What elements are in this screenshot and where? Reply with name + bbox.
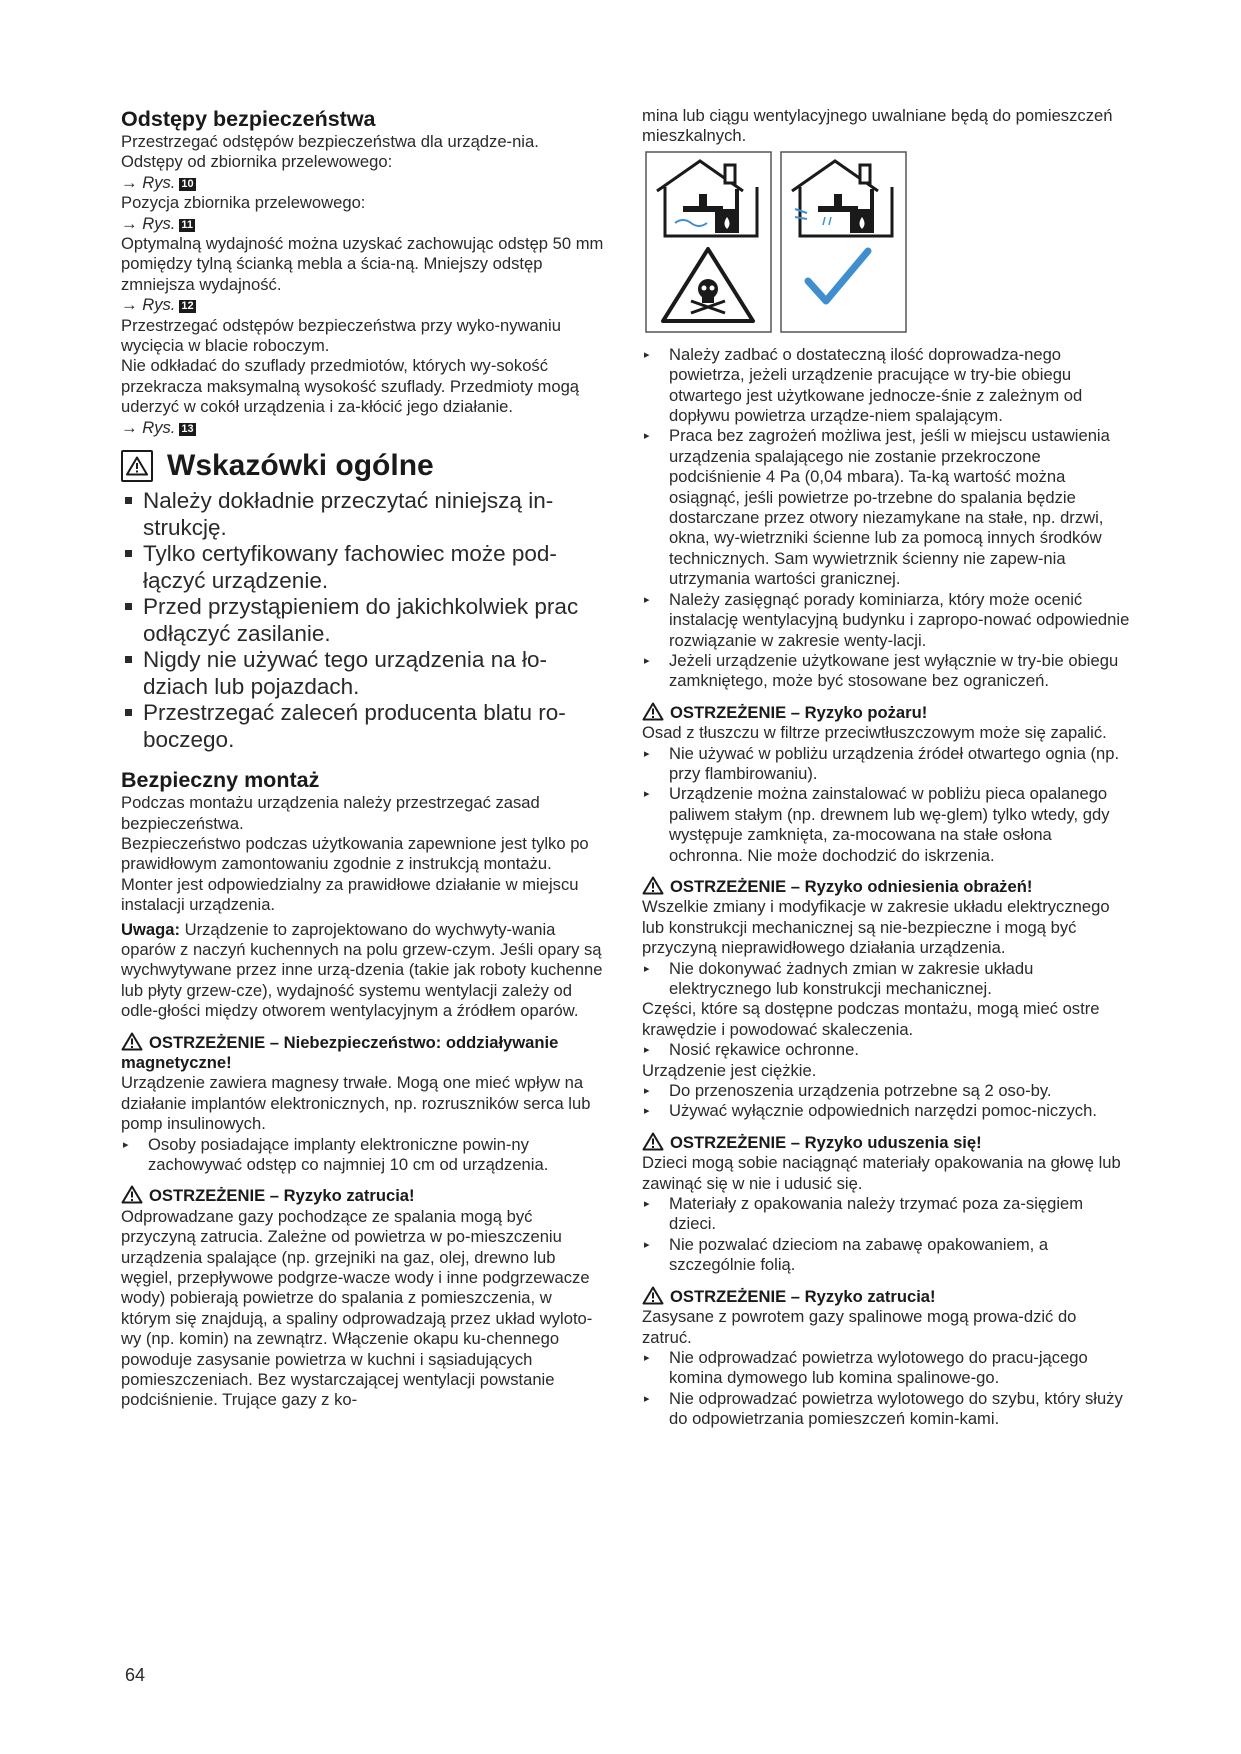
paragraph: Bezpieczeństwo podczas użytkowania zapewnione jest tylko po prawidłowym zamontowaniu zgodnie z instrukcją montażu. Monter jest odpowiedzialny za prawidłowe działanie w miejscu instalacji urządzenia.: [121, 833, 589, 915]
list-item: ▸ Należy zadbać o dostateczną ilość doprowadza-nego powietrza, jeżeli urządzenie pracujące w try-bie obiegu otwartego jest użytkowane jednocze-śnie z zależnym od dopływu powietrza urządze-niem spalającym.: [642, 345, 1130, 427]
list-item: ▸ Należy zasięgnąć porady kominiarza, który może ocenić instalację wentylacyjną budynku i zapropo-nować odpowiednie rozwiązanie w zakresie wenty-lacji.: [642, 590, 1130, 651]
list-item: Przestrzegać zaleceń producenta blatu ro-boczego.: [121, 700, 606, 753]
figure-number-badge: 11: [181, 218, 194, 231]
figure-number-badge: 13: [181, 422, 194, 435]
ventilation-illustration: [645, 151, 907, 333]
paragraph: Dzieci mogą sobie naciągnąć materiały opakowania na głowę lub zawinąć się w nie i udusić się.: [642, 1153, 1121, 1193]
paragraph: mina lub ciągu wentylacyjnego uwalniane będą do pomieszczeń mieszkalnych.: [642, 106, 1113, 146]
list-item: ▸ Osoby posiadające implanty elektroniczne powin-ny zachowywać odstęp co najmniej 10 cm od urządzenia.: [121, 1135, 606, 1176]
right-column: [642, 106, 1130, 1430]
paragraph: Części, które są dostępne podczas montażu, mogą mieć ostre krawędzie i powodować skaleczenia.: [642, 999, 1100, 1039]
paragraph: Wszelkie zmiany i modyfikacje w zakresie układu elektrycznego lub konstrukcji mechanicznej są nie-bezpieczne i mogą być przyczyną nieprawidłowego działania urządzenia.: [642, 897, 1110, 958]
figure-number-badge: 12: [181, 300, 194, 313]
note-paragraph: Uwaga: Urządzenie to zaprojektowano do wychwyty-wania oparów z naczyń kuchennych na polu grzew-czym. Jeśli opary są wychwytywane przez inne urzą-dzenia (takie jak roboty kuchenne lub płyty grzew-cze), wydajność systemu wentylacji zależy od odle-głości między otworem wentylacyjnym a źródłem oparów.: [121, 919, 603, 1021]
section-header-wskazowki: [121, 448, 606, 484]
warning-triangle-icon: [121, 1032, 143, 1051]
figure-reference[interactable]: → Rys. 11: [121, 213, 194, 233]
paragraph: Zasysane z powrotem gazy spalinowe mogą prowa-dzić do zatruć.: [642, 1307, 1077, 1347]
list-item: ▸ Urządzenie można zainstalować w pobliżu pieca opalanego paliwem stałym (np. drewnem lub wę-glem) tylko wtedy, gdy występuje zamknięta, za-mocowana na stałe osłona ochronna. Nie może dochodzić do iskrzenia.: [642, 784, 1130, 866]
section-title-montaz: Bezpieczny montaż: [121, 768, 320, 793]
warning-triangle-icon: [642, 876, 664, 895]
bullet-list: [642, 744, 1130, 866]
bullet-list: [642, 1081, 1130, 1122]
figure-reference[interactable]: → Rys. 10: [121, 172, 194, 192]
list-item: ▸ Jeżeli urządzenie użytkowane jest wyłącznie w try-bie obiegu zamkniętego, może być stosowane bez ograniczeń.: [642, 651, 1130, 692]
bullet-list: [642, 1348, 1130, 1430]
list-item: ▸ Nosić rękawice ochronne.: [642, 1040, 1130, 1060]
bullet-list: [121, 1135, 606, 1176]
bullet-list: [642, 1194, 1130, 1276]
list-item: ▸ Praca bez zagrożeń możliwa jest, jeśli w miejscu ustawienia urządzenia spalającego nie zostanie przekroczone podciśnienie 4 Pa (0,04 mbara). Ta-ką wartość można osiągnąć, jeśli powietrze po-trzebne do spalania będzie dostarczane przez otwory niezamykane na stałe, np. drzwi, okna, wy-wietrzniki ścienne lub za pomocą innych środków technicznych. Sam wywietrznik ścienny nie zapew-nia utrzymania wartości granicznej.: [642, 426, 1130, 589]
paragraph: Optymalną wydajność można uzyskać zachowując odstęp 50 mm pomiędzy tylną ścianką mebla a ścia-ną. Mniejszy odstęp zmniejsza wydajność.: [121, 234, 604, 294]
warning-triangle-icon: [121, 1185, 143, 1204]
paragraph: Podczas montażu urządzenia należy przestrzegać zasad bezpieczeństwa.: [121, 793, 540, 833]
warning-triangle-icon: [642, 1286, 664, 1305]
warning-triangle-icon: [642, 702, 664, 721]
list-item: ▸ Nie odprowadzać powietrza wylotowego do pracu-jącego komina dymowego lub komina spalinowe-go.: [642, 1348, 1130, 1389]
paragraph: Pozycja zbiornika przelewowego:: [121, 193, 366, 213]
list-item: Przed przystąpieniem do jakichkolwiek prac odłączyć zasilanie.: [121, 594, 606, 647]
warning-heading-zatrucie: OSTRZEŻENIE – Ryzyko zatrucia!: [121, 1185, 606, 1206]
paragraph: Urządzenie jest ciężkie.: [642, 1060, 817, 1080]
list-item: Tylko certyfikowany fachowiec może pod-łączyć urządzenie.: [121, 541, 606, 594]
bullet-list: [642, 959, 1130, 1000]
warning-triangle-icon: [121, 450, 153, 482]
paragraph: Urządzenie zawiera magnesy trwałe. Mogą one mieć wpływ na działanie implantów elektronicznych, np. rozruszników serca lub pomp insulinowych.: [121, 1073, 591, 1134]
section-title-wskazowki: Wskazówki ogólne: [167, 449, 434, 483]
bullet-list: [642, 345, 1130, 692]
page-number: 64: [125, 1665, 146, 1685]
paragraph: Odstępy od zbiornika przelewowego:: [121, 152, 393, 172]
list-item: ▸ Używać wyłącznie odpowiednich narzędzi pomoc-niczych.: [642, 1101, 1130, 1121]
list-item: ▸ Nie dokonywać żadnych zmian w zakresie układu elektrycznego lub konstrukcji mechanicznej.: [642, 959, 1130, 1000]
note-label: Uwaga:: [121, 919, 181, 939]
list-item: ▸ Materiały z opakowania należy trzymać poza za-sięgiem dzieci.: [642, 1194, 1130, 1235]
paragraph: Nie odkładać do szuflady przedmiotów, których wy-sokość przekracza maksymalną wysokość szuflady. Przedmioty mogą uderzyć w cokół urządzenia i za-kłócić jego działanie.: [121, 356, 580, 417]
warning-heading-magnet: OSTRZEŻENIE – Niebezpieczeństwo: oddziaływanie magnetyczne!: [121, 1032, 559, 1072]
warning-heading-zatrucie: OSTRZEŻENIE – Ryzyko zatrucia!: [642, 1286, 1130, 1307]
general-notes-list: [121, 488, 606, 753]
warning-triangle-icon: [642, 1132, 664, 1151]
list-item: ▸ Nie używać w pobliżu urządzenia źródeł otwartego ognia (np. przy flambirowaniu).: [642, 744, 1130, 785]
list-item: ▸ Do przenoszenia urządzenia potrzebne są 2 oso-by.: [642, 1081, 1130, 1101]
warning-heading-obrazen: OSTRZEŻENIE – Ryzyko odniesienia obrażeń!: [642, 876, 1130, 897]
figure-reference[interactable]: → Rys. 12: [121, 295, 194, 315]
paragraph: Przestrzegać odstępów bezpieczeństwa przy wyko-nywaniu wycięcia w blacie roboczym.: [121, 315, 561, 356]
bullet-list: [642, 1040, 1130, 1060]
paragraph: Przestrzegać odstępów bezpieczeństwa dla urządze-nia.: [121, 132, 539, 151]
list-item: ▸ Nie odprowadzać powietrza wylotowego do szybu, który służy do odpowietrzania pomieszczeń komin-kami.: [642, 1389, 1130, 1430]
figure-reference[interactable]: → Rys. 13: [121, 417, 194, 437]
section-title-odstepy: Odstępy bezpieczeństwa: [121, 107, 376, 131]
warning-heading-uduszenie: OSTRZEŻENIE – Ryzyko uduszenia się!: [642, 1132, 1130, 1153]
list-item: Należy dokładnie przeczytać niniejszą in-strukcję.: [121, 488, 606, 541]
paragraph: Osad z tłuszczu w filtrze przeciwtłuszczowym może się zapalić.: [642, 723, 1107, 743]
figure-number-badge: 10: [181, 177, 194, 190]
list-item: ▸ Nie pozwalać dzieciom na zabawę opakowaniem, a szczególnie folią.: [642, 1235, 1130, 1276]
paragraph: Odprowadzane gazy pochodzące ze spalania mogą być przyczyną zatrucia. Zależne od powietrza w po-mieszczeniu urządzenia spalające (np. grzejniki na gaz, olej, drewno lub węgiel, przepływowe podgrze-wacze wody i inne podgrzewacze wody) pobierają powietrze do spalania z pomieszczenia, w którym się znajdują, a spaliny odprowadzają przez układ wyloto-wy (np. komin) na zewnątrz. Włączenie okapu ku-chennego powoduje zasysanie powietrza w kuchni i sąsiadujących pomieszczeniach. Bez wystarczającej wentylacji powstanie podciśnienie. Trujące gazy z ko-: [121, 1206, 593, 1410]
left-column: [121, 106, 606, 1411]
list-item: Nigdy nie używać tego urządzenia na ło-dziach lub pojazdach.: [121, 647, 606, 700]
warning-heading-pozar: OSTRZEŻENIE – Ryzyko pożaru!: [642, 702, 1130, 723]
